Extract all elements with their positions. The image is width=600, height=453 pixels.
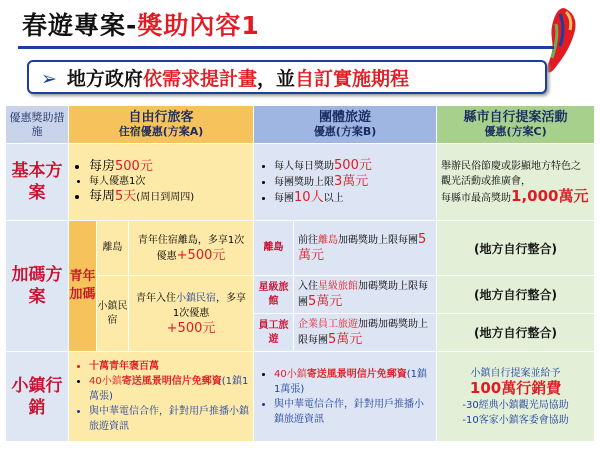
header-plan-c: 縣市自行提案活動 優惠(方案C) [437, 106, 595, 144]
basic-plan-a: • 每房500元 • 每人優惠1次 • 每周5天(周日到周四) [69, 144, 254, 221]
youth-bonus-label: 青年加碼 [69, 221, 97, 352]
header-measures: 優惠獎助措施 [6, 106, 69, 144]
row-label-basic: 基本方案 [6, 144, 69, 221]
table-header-row [6, 106, 595, 144]
plus-plan-c-1: (地方自行整合) [437, 221, 595, 276]
town-plan-b: • 40小鎮寄送風景明信片免郵資(1鎮1萬張) • 與中華電信合作，針對用戶推播小鎮旅遊資訊 [254, 352, 437, 442]
town-bonus: 青年入住小鎮民宿，多享1次優惠 +500元 [129, 276, 254, 352]
row-label-plus: 加碼方案 [6, 221, 69, 352]
subtitle-box [27, 60, 547, 94]
b-emp-bonus: 企業員工旅遊加碼加碼獎助上限每團5萬元 [294, 314, 437, 352]
subtitle-part3: ，並 [256, 68, 295, 90]
table-row-plus-1 [6, 221, 595, 276]
island-bonus: 青年住宿離島，多享1次優惠+500元 [129, 221, 254, 276]
basic-plan-c: 舉辦民俗節慶或影顯地方特色之觀光活動或推廣會， 每縣市最高獎助1,000萬元 [437, 144, 595, 221]
b-star-bonus: 入住星級旅館加碼獎助上限每團5萬元 [294, 276, 437, 314]
b-emp-label: 員工旅遊 [254, 314, 294, 352]
title-part2: 獎助內容1 [137, 11, 260, 40]
header-plan-b: 團體旅遊 優惠(方案B) [254, 106, 437, 144]
slide-title [22, 6, 260, 42]
title-part1: 春遊專案- [22, 11, 138, 40]
subtitle-part2: 依需求提計畫 [142, 68, 257, 90]
town-label: 小鎮民宿 [97, 276, 129, 352]
b-star-label: 星級旅館 [254, 276, 294, 314]
row-label-town: 小鎮行銷 [6, 352, 69, 442]
table-row-town [6, 352, 595, 442]
table-row-basic [6, 144, 595, 221]
town-plan-a: • 十萬青年褒百萬 • 40小鎮寄送風景明信片免郵資(1鎮1萬張) • 與中華電信合作，針對用戶推播小鎮旅遊資訊 [69, 352, 254, 442]
title-underline [18, 46, 554, 49]
plus-plan-c-2: (地方自行整合) [437, 276, 595, 314]
subtitle-part4: 自訂實施期程 [294, 68, 409, 90]
basic-plan-b: • 每人每日獎助500元 • 每團獎助上限3萬元 • 每團10人以上 [254, 144, 437, 221]
subtitle-part1: 地方政府 [66, 68, 143, 90]
header-plan-a: 自由行旅客 住宿優惠(方案A) [69, 106, 254, 144]
island-label: 離島 [97, 221, 129, 276]
subsidy-table [5, 105, 595, 442]
plus-plan-c-3: (地方自行整合) [437, 314, 595, 352]
town-plan-c: 小鎮自行提案並給予 100萬行銷費 -30經典小鎮觀光局協助 -10客家小鎮客委會協助 [437, 352, 595, 442]
b-island-bonus: 前往離島加碼獎助上限每團5萬元 [294, 221, 437, 276]
b-island-label: 離島 [254, 221, 294, 276]
arrow-bullet-icon: ➢ [41, 68, 57, 90]
